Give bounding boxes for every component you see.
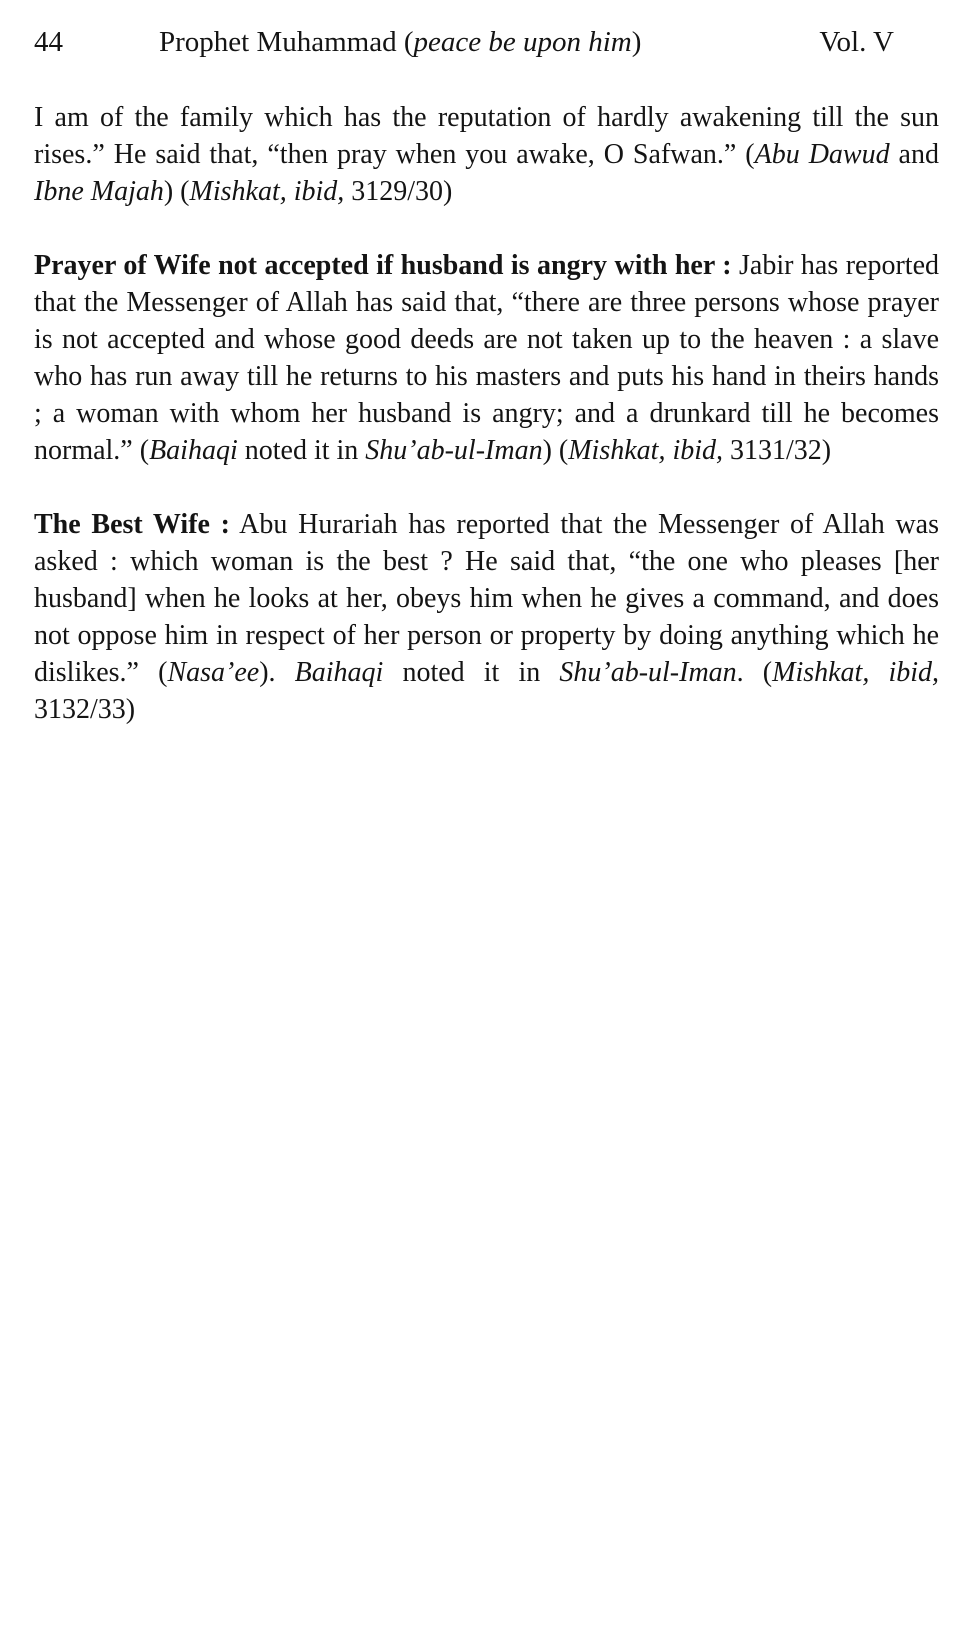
italic-citation: Abu Dawud <box>754 139 890 170</box>
volume-label: Vol. V <box>819 26 894 58</box>
text-run: ). <box>259 657 295 688</box>
text-run: 3132/33) <box>34 694 136 725</box>
text-run: Abu Hurariah has reported that the Messenger of Allah was asked : which woman is the best ? He said that, “the one who pleases [her husband] when he looks at her, obeys him when he gives a command, and does not oppose him in respect of her person or property by doing anything which he dislikes.” ( <box>34 509 939 688</box>
running-title <box>159 22 641 62</box>
running-header <box>34 22 894 62</box>
section-heading-best-wife: The Best Wife : <box>34 509 230 540</box>
text-run: and <box>889 139 939 170</box>
paragraph-wife-prayer-body <box>34 250 939 466</box>
running-title-italic: peace be upon him <box>413 26 632 58</box>
body-text <box>34 99 939 765</box>
italic-citation: Mishkat, ibid, <box>772 657 940 688</box>
text-run: ) ( <box>542 435 569 466</box>
italic-citation: Nasa’ee <box>167 657 260 688</box>
text-run: noted it in <box>383 657 560 688</box>
italic-citation: Baihaqi <box>149 435 238 466</box>
page-number: 44 <box>34 26 63 58</box>
text-run: 3129/30) <box>344 176 453 207</box>
italic-citation: Ibne Majah <box>34 176 164 207</box>
text-run: noted it in <box>237 435 366 466</box>
text-run: . ( <box>736 657 773 688</box>
paragraph-wife-prayer <box>34 247 939 469</box>
paragraph-best-wife <box>34 506 939 728</box>
text-run: 3131/32) <box>723 435 832 466</box>
italic-citation: Shu’ab-ul-Iman <box>559 657 737 688</box>
italic-citation: Baihaqi <box>294 657 384 688</box>
italic-citation: Mishkat, ibid, <box>189 176 345 207</box>
text-run: ) ( <box>163 176 190 207</box>
text-run: I am of the family which has the reputation of hardly awakening till the sun rises.” He said that, “then pray when you awake, O Safwan.” ( <box>34 102 939 170</box>
paragraph-continuation <box>34 99 939 210</box>
italic-citation: Shu’ab-ul-Iman <box>365 435 543 466</box>
paragraph-best-wife-body <box>34 509 939 725</box>
text-run: Jabir has reported that the Messenger of Allah has said that, “there are three persons whose prayer is not accepted and whose good deeds are not taken up to the heaven : a slave who has run away till he returns to his masters and puts his hand in theirs hands ; a woman with whom her husband is angry; and a drunkard till he becomes normal.” ( <box>34 250 939 466</box>
italic-citation: Mishkat, ibid, <box>568 435 723 466</box>
running-title-text: Prophet Muhammad ( <box>159 26 414 58</box>
running-title-close: ) <box>631 26 642 58</box>
section-heading-wife-prayer: Prayer of Wife not accepted if husband is angry with her : <box>34 250 732 281</box>
